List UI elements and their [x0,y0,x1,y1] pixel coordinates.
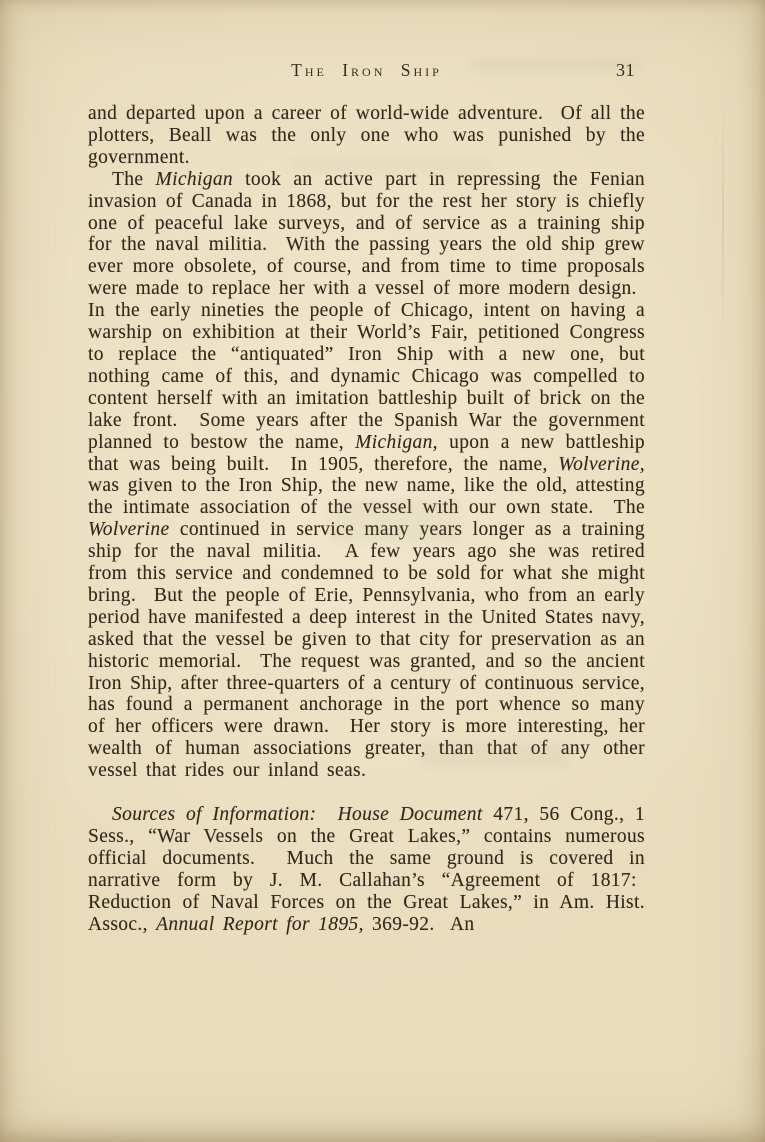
page-number: 31 [616,60,635,80]
text-segment: Wolverine, [558,453,645,475]
text-segment: 369-92. An [363,913,475,935]
paragraph-sources-of-information [88,804,645,935]
text-segment: The [112,168,156,190]
running-header-title: The Iron Ship [291,60,442,80]
paper-crease [722,90,724,350]
text-segment: Michigan [155,168,234,190]
running-header [88,60,645,84]
paragraph-michigan-history [88,169,645,782]
paragraph-continuation [88,103,645,169]
text-segment: took an active part in repressing the Fenian invasion of Canada in 1868, but for the rest her story is chiefly one of peaceful lake surveys, and of service as a training ship for the naval militia. With the passing years the old ship grew ever more obsolete, of course, and from time to time proposals were made to replace her with a vessel of more modern design. In the early nineties the people of Chicago, intent on having a warship on exhibition at their World’s Fair, petitioned Congress to replace the “antiquated” Iron Ship with a new one, but nothing came of this, and dynamic Chicago was compelled to content herself with an imitation battleship built of brick on the lake front. Some years after the Spanish War the government planned to bestow the name, [88,168,645,453]
text-segment: Michigan, [355,431,438,453]
text-segment: Wolverine [88,519,170,541]
text-segment: upon a new battleship that was being built. In 1905, therefore, the name, [88,431,645,475]
text-segment: Sources of Information: House Document [112,804,483,826]
text-segment: and departed upon a career of world-wide adventure. Of all the plotters, Beall was the only one who was punished by the government. [88,103,645,168]
text-segment: 471, 56 Cong., 1 Sess., “War Vessels on the Great Lakes,” contains numerous official documents. Much the same ground is covered in narrative form by J. M. Callahan’s “Agreement of 1817: Reduction of Naval Forces on the Great Lakes,” in Am. Hist. Assoc., [88,804,645,935]
page-body [88,103,645,936]
text-segment: was given to the Iron Ship, the new name, like the old, attesting the intimate association of the vessel with our own state. The [88,475,645,519]
text-segment: continued in service many years longer as a training ship for the naval militia. A few years ago she was retired from this service and condemned to be sold for what she might bring. But the people of Erie, Pennsylvania, who from an early period have manifested a deep interest in the United States navy, asked that the vessel be given to that city for preservation as an historic memorial. The request was granted, and so the ancient Iron Ship, after three-quarters of a century of continuous service, has found a permanent anchorage in the port whence so many of her officers were drawn. Her story is more interesting, her wealth of human associations greater, than that of any other vessel that rides our inland seas. [88,519,645,782]
text-segment: Annual Report for 1895, [156,913,364,935]
